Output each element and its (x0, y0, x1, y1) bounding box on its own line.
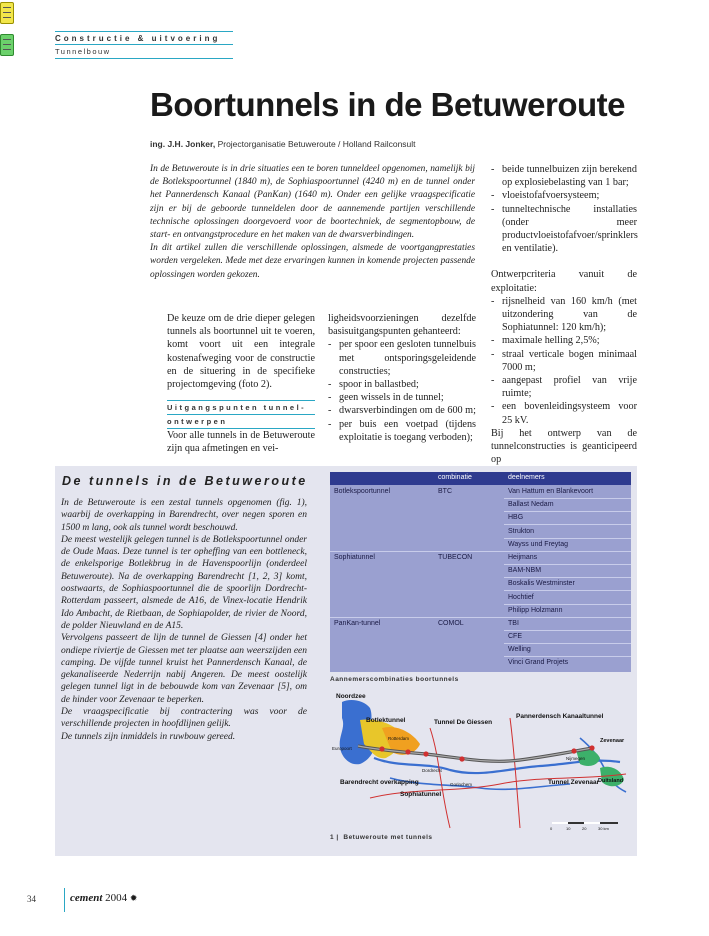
intro-paragraph: In dit artikel zullen die verschillende oplossingen, alsmede de voortgangprestaties worden vergeleken. Mede met deze ervaringen kunnen in komende projecten passende oplossingen worden gekozen. (150, 243, 475, 280)
sidebar-paragraph: Vervolgens passeert de lijn de tunnel de Giessen [4] onder het ondiepe riviertje de Giessen met ter plaatse aan weerszijden een camping. De vijfde tunnel kruist het Pannerdensch Kanaal, de gekanaliseerde Nederrijn nabij Angeren. De meest oostelijk gelegen tunnel ligt in de bebouwde kom van Zevenaar [5], om de hinder voor Zevenaar te beperken. (61, 633, 307, 705)
column-header: combinatie (438, 474, 472, 481)
list-item: - per spoor een gesloten tunnelbuis met ontsporingsgeleidende constructies; (328, 338, 476, 378)
table-cell-tunnel: PanKan-tunnel (334, 620, 381, 627)
tunnel-marker (405, 749, 410, 754)
table-cell-participant: Van Hattum en Blankevoort (508, 488, 594, 495)
table-cell-participant: HBG (508, 514, 524, 521)
page-number: 34 (27, 894, 36, 904)
figure-number: 1 (330, 834, 335, 841)
gear-icon: ✹ (129, 893, 138, 903)
row-divider (504, 577, 631, 578)
map-label: Gorinchem (450, 782, 473, 787)
row-divider (504, 630, 631, 631)
article-intro (150, 163, 475, 282)
table-header (330, 472, 631, 485)
map-label: Pannerdensch Kanaaltunnel (516, 713, 604, 720)
body-paragraph: Ontwerpcriteria vanuit de exploitatie: (491, 269, 637, 294)
body-paragraph: Bij het ontwerp van de tunnelconstructies is geanticipeerd op (491, 427, 637, 466)
intro-paragraph: In de Betuweroute is in drie situaties een te boren tunneldeel opgenomen, namelijk bij de Botlekspoortunnel (1840 m), de Sophiaspoortunnel (4240 m) en de tunnel onder het Pannerdensch Kanaal (PanKan) (1640 m). Onder een gelijke vraagspecificatie zijn er bij de geboorde tunneldelen door de aannemende partijen verschillende technische oplossingen doorgevoerd voor de boortechniek, de segmentopbouw, de start- en ontvangstprocedure en het maken van de dwarsverbindingen. (150, 164, 475, 241)
author-line (150, 139, 416, 149)
figure-caption-text: Betuweroute met tunnels (343, 834, 433, 841)
sidebar-paragraph: De vraagspecificatie bij contractering was voor de verschillende projecten in hoofdlijnen gelijk. (61, 707, 307, 730)
column-header: deelnemers (508, 474, 545, 481)
article-title: Boortunnels in de Betuweroute (150, 86, 626, 123)
table-cell-participant: TBI (508, 620, 519, 627)
sidebar-paragraph: In de Betuweroute is een zestal tunnels opgenomen (fig. 1), waarbij de overkapping in Barendrecht, over negen sporen en 1500 m lang, ook als tunnel wordt beschouwd. (61, 498, 307, 533)
header-rule (55, 58, 233, 59)
list-item: - vloeistofafvoersysteem; (491, 189, 637, 202)
subheading: Uitgangspunten tunnel- (167, 403, 307, 413)
map-label: Dordrecht (422, 768, 442, 773)
scale-label: 0 (550, 826, 553, 831)
scale-label: 20 (582, 826, 587, 831)
row-divider (504, 564, 631, 565)
magazine-year: 2004 (105, 892, 128, 904)
body-paragraph: De keuze om de drie dieper gelegen tunnels als boortunnel uit te voeren, komt voort uit een integrale kostenafweging voor de constructie en de situering in de specifieke projectomgeving (foto 2). (167, 313, 315, 391)
header-rule (55, 31, 233, 32)
table-caption: Aannemerscombinaties boortunnels (330, 676, 459, 683)
author-name: ing. J.H. Jonker, (150, 139, 216, 149)
tunnel-marker (589, 745, 594, 750)
map-label: Noordzee (336, 693, 366, 700)
list-item: - maximale helling 2,5%; (491, 334, 637, 347)
map-label: Duitsland (598, 778, 624, 784)
sidebar-text (61, 497, 307, 743)
table-cell-participant: Wayss und Freytag (508, 541, 569, 548)
list-item: - aangepast profiel van vrije ruimte; (491, 374, 637, 400)
tunnel-marker (423, 751, 428, 756)
table-cell-participant: Heijmans (508, 554, 538, 561)
body-paragraph: Voor alle tunnels in de Betuweroute zijn qua afmetingen en vei- (167, 430, 315, 455)
list-item: - spoor in ballastbed; (328, 378, 476, 391)
map-label: Sophiatunnel (400, 791, 442, 798)
row-divider (504, 590, 631, 591)
map-label (434, 719, 492, 726)
table-cell-combination: TUBECON (438, 554, 473, 561)
sidebar-paragraph: De tunnels zijn inmiddels in ruwbouw gereed. (61, 731, 236, 742)
note-icon[interactable] (0, 34, 14, 56)
table-cell-participant: Vinci Grand Projets (508, 659, 569, 666)
row-divider (504, 498, 631, 499)
header-rule (55, 44, 233, 45)
list-item: - per buis een voetpad (tijdens exploitatie is toegang verboden); (328, 418, 476, 444)
footer-rule (64, 888, 65, 912)
list-item: - straal verticale bogen minimaal 7000 m; (491, 348, 637, 374)
row-divider (330, 551, 631, 552)
map-label: Tunnel Zevenaar (548, 779, 600, 786)
list-item: - een bovenleidingsysteem voor 25 kV. (491, 400, 637, 426)
sidebar-title: De tunnels in de Betuweroute (62, 474, 308, 488)
criteria-list (491, 295, 637, 427)
table-cell-participant: Ballast Nedam (508, 501, 554, 508)
magazine-name: cement (70, 892, 103, 904)
table-cell-tunnel: Botlekspoortunnel (334, 488, 391, 495)
body-column-1 (167, 312, 315, 456)
scale-label: 10 (566, 826, 571, 831)
criteria-list (328, 338, 476, 444)
scale-bar-segment (584, 822, 600, 824)
table-cell-participant: CFE (508, 633, 522, 640)
table-cell-participant: Welling (508, 646, 531, 653)
subsection-kicker: Tunnelbouw (55, 47, 111, 56)
map-label: Europoort (332, 746, 352, 751)
author-affiliation: Projectorganisatie Betuweroute / Holland Railconsult (217, 139, 416, 149)
map-label: Botlektunnel (366, 717, 406, 724)
note-icon[interactable] (0, 2, 14, 24)
table-cell-participant: Boskalis Westminster (508, 580, 575, 587)
list-item: - beide tunnelbuizen zijn berekend op explosiebelasting van 1 bar; (491, 163, 637, 189)
list-item: - tunneltechnische installaties (onder meer productvloeistofafvoer/sprinklers en ventilatie). (491, 203, 637, 256)
footer-brand (70, 892, 137, 904)
figure-caption: 1 | Betuweroute met tunnels (330, 834, 433, 841)
tunnel-marker (379, 746, 384, 751)
row-divider (504, 656, 631, 657)
list-item: - geen wissels in de tunnel; (328, 391, 476, 404)
route-map (330, 688, 631, 834)
body-column-3 (491, 163, 637, 466)
subhead-rule (167, 414, 315, 415)
body-paragraph: ligheidsvoorzieningen dezelfde basisuitgangspunten gehanteerd: (328, 313, 476, 338)
subhead-rule (167, 400, 315, 401)
row-divider (504, 511, 631, 512)
section-kicker: Constructie & uitvoering (55, 34, 221, 43)
table-cell-participant: Philipp Holzmann (508, 607, 563, 614)
table-cell-tunnel: Sophiatunnel (334, 554, 375, 561)
tunnel-marker (571, 748, 576, 753)
row-divider (330, 617, 631, 618)
table-cell-participant: Strukton (508, 528, 535, 535)
list-item: - rijsnelheid van 160 km/h (met uitzondering van de Sophiatunnel: 120 km/h); (491, 295, 637, 335)
map-label: Barendrecht overkapping (340, 779, 419, 786)
row-divider (504, 643, 631, 644)
row-divider (504, 604, 631, 605)
table-cell-combination: BTC (438, 488, 452, 495)
scale-bar-segment (552, 822, 568, 824)
table-cell-participant: Hochtief (508, 594, 534, 601)
tunnel-marker (459, 756, 464, 761)
scale-label: 30 km (598, 826, 609, 831)
table-cell-participant: BAM-NBM (508, 567, 542, 574)
sidebar-paragraph: De meest westelijk gelegen tunnel is de Botlekspoortunnel onder de Oude Maas. Deze tunnel is ter opheffing van een bottleneck, de enkelsporige Botlekbrug in de Havenspoorlijn (onderdeel Betuweroute). Na de overkapping Barendrecht [1, 2, 3] komt, oostwaarts, de Sophiaspoortunnel die de spoorlijn Dordrecht-Rotterdam passeert, alsmede de A16, de Vinex-locatie Hendrik Ido Ambacht, de Rietbaan, de Sophiapolder, de rivier de Noord, de polder Nieuwland en de A15. (61, 534, 307, 631)
map-label: Tunnel De Giessen (434, 719, 493, 726)
map-label: Rotterdam (388, 736, 410, 741)
map-label: Zevenaar (600, 738, 625, 744)
subheading: ontwerpen (167, 417, 228, 427)
contractors-table (330, 472, 631, 672)
criteria-list (491, 163, 637, 255)
row-divider (504, 538, 631, 539)
list-item: - dwarsverbindingen om de 600 m; (328, 404, 476, 417)
body-column-2 (328, 312, 476, 444)
table-cell-combination: COMOL (438, 620, 464, 627)
row-divider (504, 524, 631, 525)
subhead-rule (167, 428, 315, 429)
map-label: Nijmegen (566, 756, 586, 761)
